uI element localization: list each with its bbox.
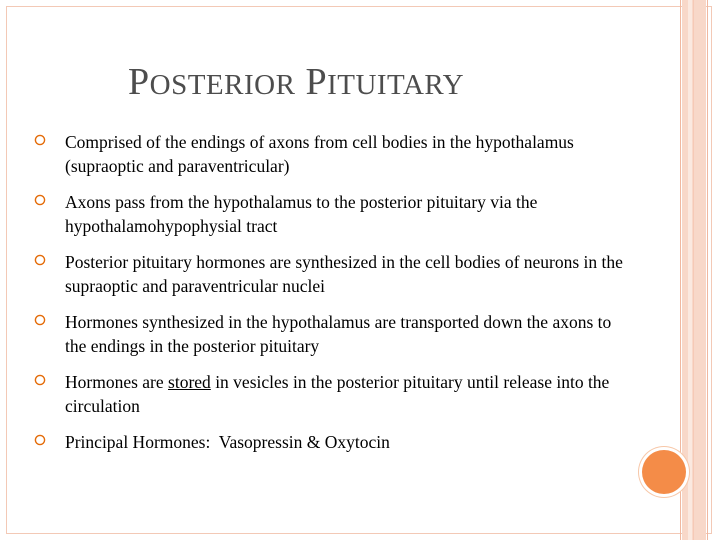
circle-outline-bullet-icon bbox=[34, 194, 46, 206]
bullet-text: Comprised of the endings of axons from cell bodies in the hypothalamus (supraoptic and paraventricular) bbox=[65, 132, 574, 176]
circle-outline-bullet-icon bbox=[34, 434, 46, 446]
slide-title bbox=[128, 58, 464, 109]
bullet-text-after: in vesicles in the posterior pituitary until release into the circulation bbox=[65, 372, 610, 416]
list-item bbox=[34, 250, 634, 298]
circle-outline-bullet-icon bbox=[34, 314, 46, 326]
right-decorative-stripe bbox=[688, 0, 692, 540]
circle-outline-bullet-icon bbox=[34, 254, 46, 266]
circle-outline-bullet-icon bbox=[34, 134, 46, 146]
title-initial: P bbox=[305, 61, 328, 103]
bullet-text-before: Hormones are bbox=[65, 372, 169, 392]
list-item bbox=[34, 130, 634, 178]
list-item bbox=[34, 310, 634, 358]
right-decorative-band bbox=[682, 0, 706, 540]
right-decorative-line bbox=[707, 0, 708, 540]
title-initial: P bbox=[128, 61, 150, 103]
title-smallcaps: OSTERIOR bbox=[149, 69, 296, 101]
list-item bbox=[34, 370, 634, 418]
bullet-text: Axons pass from the hypothalamus to the posterior pituitary via the hypothalamohypophysial tract bbox=[65, 192, 538, 236]
list-item bbox=[34, 190, 634, 238]
decorative-circle bbox=[642, 450, 686, 494]
circle-outline-bullet-icon bbox=[34, 374, 46, 386]
bullet-text: Hormones synthesized in the hypothalamus are transported down the axons to the endings in the posterior pituitary bbox=[65, 312, 612, 356]
bullet-list bbox=[34, 130, 634, 466]
bullet-text: Posterior pituitary hormones are synthesized in the cell bodies of neurons in the supraoptic and paraventricular nuclei bbox=[65, 252, 623, 296]
right-decorative-line bbox=[693, 0, 694, 540]
bullet-text: Principal Hormones: Vasopressin & Oxytocin bbox=[65, 432, 390, 452]
bullet-text-underlined: stored bbox=[168, 372, 211, 392]
title-smallcaps: ITUITARY bbox=[327, 69, 465, 101]
list-item bbox=[34, 430, 634, 454]
